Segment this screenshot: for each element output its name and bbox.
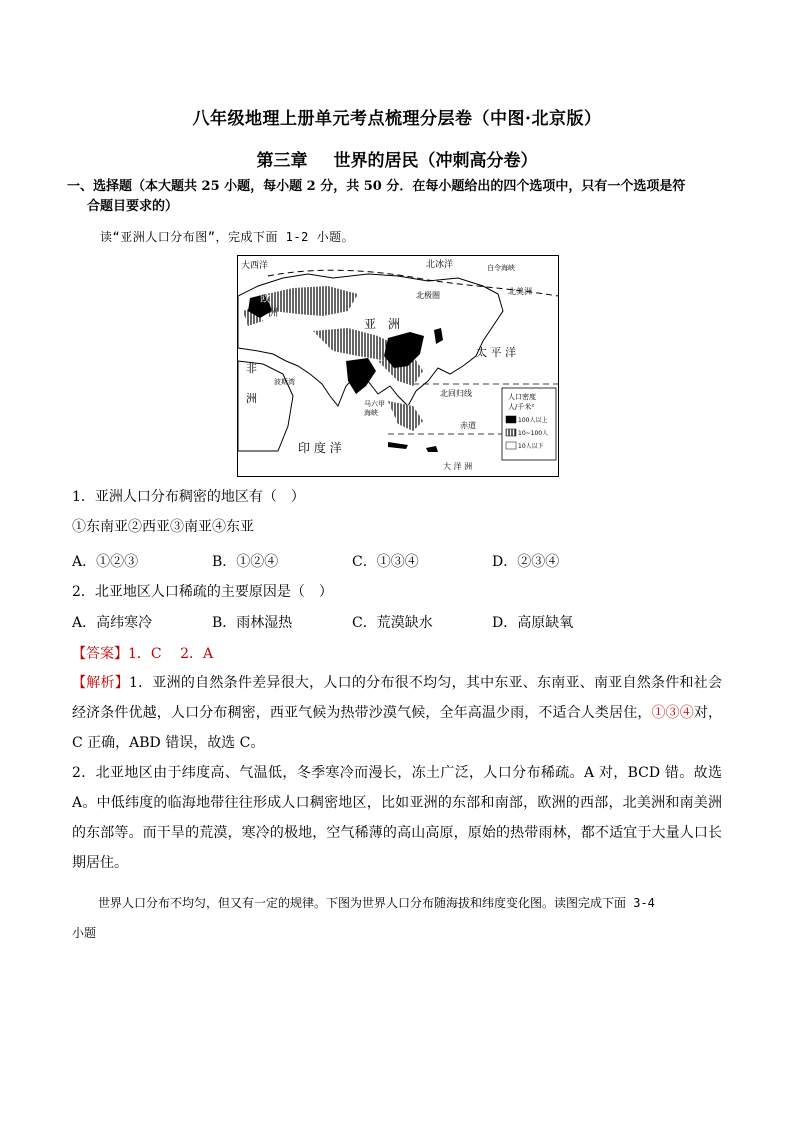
legend-item-medium: 10~100人 xyxy=(518,430,549,437)
chapter-number: 第三章 xyxy=(256,151,308,171)
chapter-title: 世界的居民（冲刺高分卷） xyxy=(333,151,538,171)
label-asia-1: 亚 xyxy=(364,317,377,331)
question-1-options xyxy=(72,551,712,571)
q2-option-b[interactable]: B．雨林湿热 xyxy=(212,615,293,631)
label-oceania: 大 洋 洲 xyxy=(443,462,473,471)
label-bering-strait: 白令海峡 xyxy=(487,264,515,272)
legend-title-1: 人口密度 xyxy=(508,393,536,401)
question-1-items: ①东南亚②西亚③南亚④东亚 xyxy=(72,519,254,535)
label-europe-1: 欧 xyxy=(260,294,270,305)
dense-java xyxy=(388,442,408,449)
analysis-p1-highlight: ①③④ xyxy=(651,705,694,721)
next-question-intro xyxy=(72,888,732,948)
analysis-paragraph-1 xyxy=(72,668,722,758)
population-legend xyxy=(502,388,556,460)
label-malacca-2: 海峡 xyxy=(364,409,378,417)
next-intro-line-2: 小题 xyxy=(72,926,97,940)
legend-item-sparse: 10人以下 xyxy=(518,443,544,450)
question-1-stem: 1．亚洲人口分布稠密的地区有（ ） xyxy=(72,489,305,505)
document-title: 八年级地理上册单元考点梳理分层卷（中图·北京版） xyxy=(192,109,602,129)
analysis-p1-a: 1．亚洲的自然条件差异很大，人口的分布很不均匀，其中东亚、东南亚、南亚自然条件和社会经济条件优越，人口分布稠密，西亚气候为热带沙漠气候，全年高温少雨，不适合人类居住， xyxy=(72,675,723,721)
answer-text: 1．C 2．A xyxy=(128,646,214,662)
label-north-america: 北美洲 xyxy=(508,287,532,296)
label-europe-2: 洲 xyxy=(268,308,278,319)
answer-line xyxy=(72,643,213,663)
q2-option-c[interactable]: C．荒漠缺水 xyxy=(352,615,433,631)
q1-option-c[interactable]: C．①③④ xyxy=(352,554,419,570)
legend-title-2: 人/千米² xyxy=(508,403,535,411)
label-atlantic: 大西洋 xyxy=(241,261,269,271)
label-malacca-1: 马六甲 xyxy=(364,400,385,408)
label-arctic-circle: 北极圈 xyxy=(416,291,440,300)
label-pacific: 太 平 洋 xyxy=(476,346,516,359)
asia-population-map xyxy=(237,255,559,477)
q1-option-d[interactable]: D．②③④ xyxy=(492,554,560,570)
next-intro-line-1: 世界人口分布不均匀，但又有一定的规律。下图为世界人口分布随海拔和纬度变化图。读图完成下面 3-4 xyxy=(98,896,655,910)
analysis-block xyxy=(72,668,722,878)
q2-option-a[interactable]: A．高纬寒冷 xyxy=(72,615,153,631)
section-line-2: 合题目要求的） xyxy=(87,199,179,214)
q1-option-a[interactable]: A．①②③ xyxy=(72,554,139,570)
q2-option-d[interactable]: D．高原缺氧 xyxy=(492,615,574,631)
map-intro-text: 读“亚洲人口分布图”，完成下面 1-2 小题。 xyxy=(100,230,355,244)
label-africa-2: 洲 xyxy=(246,392,257,405)
label-persian-gulf: 波斯湾 xyxy=(274,378,295,386)
analysis-p1-b: 对，C 正确，ABD 错误，故选 C。 xyxy=(72,705,723,751)
question-2-stem: 2．北亚地区人口稀疏的主要原因是（ ） xyxy=(72,584,333,600)
analysis-paragraph-2: 2．北亚地区由于纬度高、气温低，冬季寒冷而漫长，冻土广泛，人口分布稀疏。A 对，BCD 错。故选 A。中低纬度的临海地带往往形成人口稠密地区，比如亚洲的东部和南部，欧洲的西部，北美洲和南美洲的东部等。而干旱的荒漠，寒冷的极地，空气稀薄的高山高原，原始的热带雨林，都不适宜于大量人口长期居住。 xyxy=(72,765,722,871)
analysis-tag: 【解析】 xyxy=(72,675,129,691)
label-africa-1: 非 xyxy=(246,362,257,375)
legend-item-dense: 100人以上 xyxy=(518,417,548,424)
chapter-heading xyxy=(0,146,794,171)
label-arctic-ocean: 北冰洋 xyxy=(426,260,454,270)
section-instructions xyxy=(67,177,737,217)
label-tropic: 北回归线 xyxy=(440,389,472,398)
answer-tag: 【答案】 xyxy=(72,646,128,662)
q1-option-b[interactable]: B．①②④ xyxy=(212,554,279,570)
question-2-options xyxy=(72,612,712,632)
section-line-1: 一、选择题（本大题共 25 小题，每小题 2 分，共 50 分．在每小题给出的四个选项中，只有一个选项是符 xyxy=(67,179,686,194)
label-asia-2: 洲 xyxy=(388,317,401,331)
label-equator: 赤道 xyxy=(460,421,476,430)
label-indian-ocean: 印 度 洋 xyxy=(298,441,342,455)
